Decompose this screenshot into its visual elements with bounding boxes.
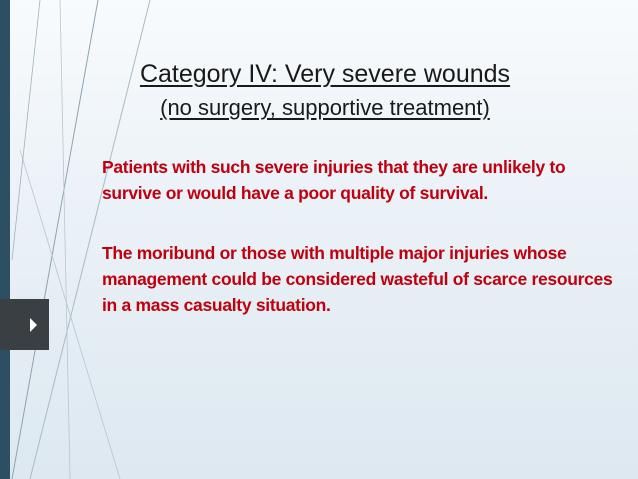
slide-subtitle: (no surgery, supportive treatment) — [160, 95, 490, 120]
arrow-right-icon — [30, 318, 37, 332]
paragraph-1: Patients with such severe injuries that they are unlikely to survive or would have a poor quality of survival. — [102, 157, 566, 203]
navigation-tab — [0, 299, 49, 350]
slide-title: Category IV: Very severe wounds — [139, 60, 511, 88]
paragraph-2: The moribund or those with multiple major injuries whose management could be considered wasteful of scarce resources in a mass casualty situation. — [102, 243, 613, 315]
